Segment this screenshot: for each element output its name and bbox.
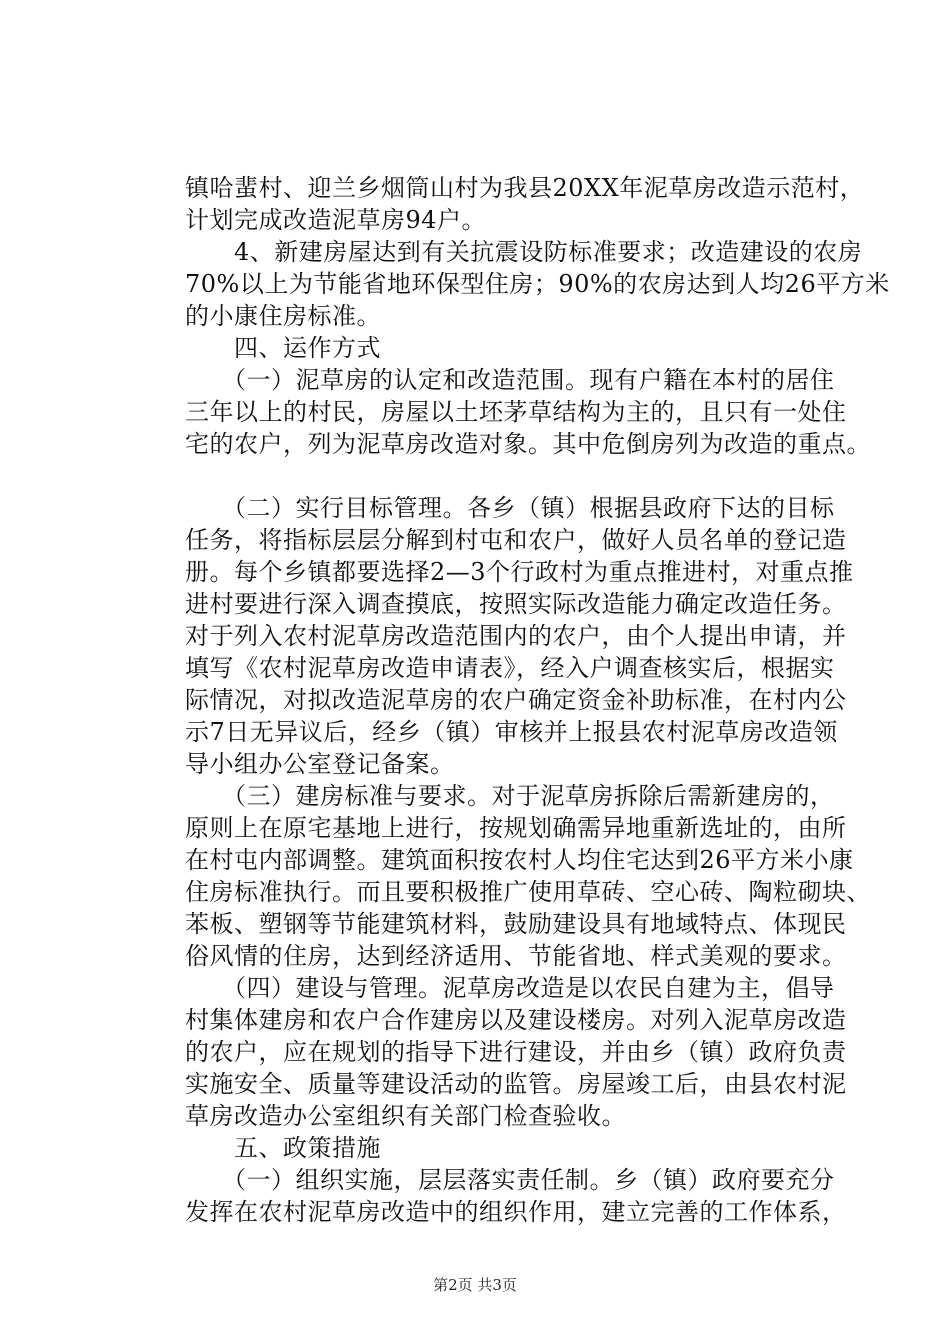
text-line: 五、政策措施	[185, 1134, 381, 1162]
text-line: 际情况，对拟改造泥草房的农户确定资金补助标准，在村内公	[185, 686, 847, 714]
text-line: 填写《农村泥草房改造申请表》，经入户调查核实后，根据实	[185, 654, 835, 682]
text-line: 册。每个乡镇都要选择2—3个行政村为重点推进村，对重点推	[185, 558, 854, 586]
text-line: 计划完成改造泥草房94户。	[185, 206, 487, 234]
text-line: 4、新建房屋达到有关抗震设防标准要求；改造建设的农房	[185, 238, 863, 266]
text-line: （一）组织实施，层层落实责任制。乡（镇）政府要充分	[185, 1166, 835, 1194]
text-line: 进村要进行深入调查摸底，按照实际改造能力确定改造任务。	[185, 590, 847, 618]
text-line: 的小康住房标准。	[185, 302, 381, 330]
text-line: 苯板、塑钢等节能建筑材料，鼓励建设具有地域特点、体现民	[185, 910, 847, 938]
text-line: 三年以上的村民，房屋以土坯茅草结构为主的，且只有一处住	[185, 398, 847, 426]
text-line: 示7日无异议后，经乡（镇）审核并上报县农村泥草房改造领	[185, 718, 838, 746]
text-line: 四、运作方式	[185, 334, 381, 362]
text-line: 宅的农户，列为泥草房改造对象。其中危倒房列为改造的重点。	[185, 430, 871, 458]
paragraph-gap	[185, 460, 845, 492]
text-line: 导小组办公室登记备案。	[185, 750, 455, 778]
page-footer: 第2页 共3页	[433, 1276, 517, 1294]
text-line: 住房标准执行。而且要积极推广使用草砖、空心砖、陶粒砌块、	[185, 878, 871, 906]
document-body	[185, 172, 890, 1228]
text-line: 原则上在原宅基地上进行，按规划确需异地重新选址的，由所	[185, 814, 847, 842]
text-line: （四）建设与管理。泥草房改造是以农民自建为主，倡导	[185, 974, 835, 1002]
text-line: 任务，将指标层层分解到村屯和农户，做好人员名单的登记造	[185, 526, 847, 554]
text-line: 的农户，应在规划的指导下进行建设，并由乡（镇）政府负责	[185, 1038, 847, 1066]
text-line: 镇哈蜚村、迎兰乡烟筒山村为我县20XX年泥草房改造示范村，	[185, 174, 865, 202]
text-line: 对于列入农村泥草房改造范围内的农户，由个人提出申请，并	[185, 622, 847, 650]
text-line: （二）实行目标管理。各乡（镇）根据县政府下达的目标	[185, 494, 835, 522]
text-line: 草房改造办公室组织有关部门检查验收。	[185, 1102, 626, 1130]
text-line: 村集体建房和农户合作建房以及建设楼房。对列入泥草房改造	[185, 1006, 847, 1034]
text-line: 俗风情的住房，达到经济适用、节能省地、样式美观的要求。	[185, 942, 847, 970]
text-line: 在村屯内部调整。建筑面积按农村人均住宅达到26平方米小康	[185, 846, 854, 874]
text-line: （一）泥草房的认定和改造范围。现有户籍在本村的居住	[185, 366, 835, 394]
text-line: 实施安全、质量等建设活动的监管。房屋竣工后，由县农村泥	[185, 1070, 847, 1098]
text-line: 发挥在农村泥草房改造中的组织作用，建立完善的工作体系，	[185, 1198, 847, 1226]
text-line: （三）建房标准与要求。对于泥草房拆除后需新建房的，	[185, 782, 835, 810]
text-line: 70%以上为节能省地环保型住房；90%的农房达到人均26平方米	[185, 270, 890, 298]
